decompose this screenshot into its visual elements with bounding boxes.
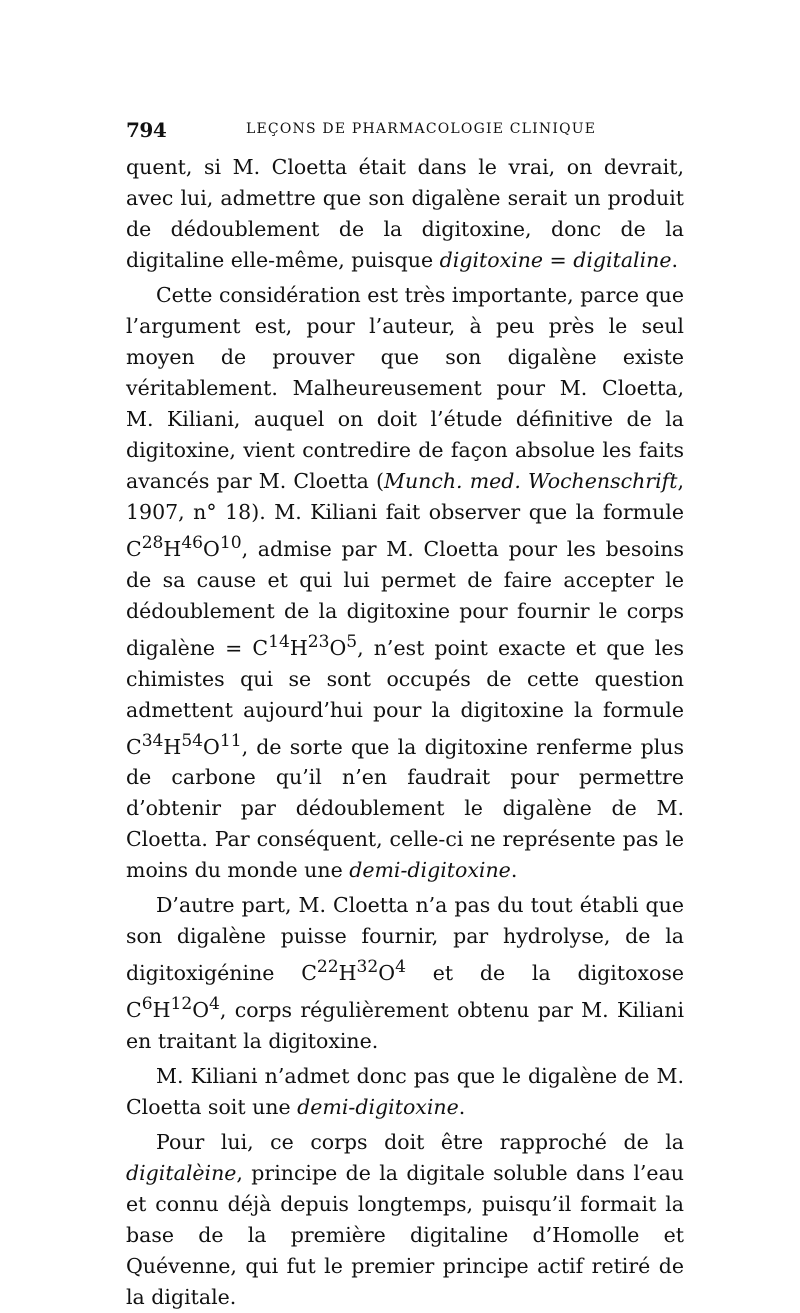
page-header [126, 118, 686, 142]
paragraph: M. Kiliani n’admet donc pas que le digalène de M. Cloetta soit une demi-digitoxine. [126, 1064, 684, 1120]
paragraph: D’autre part, M. Cloetta n’a pas du tout établi que son digalène puisse fournir, par hydrolyse, de la digitoxigénine $C^{22}H^{32}O^4$ et de la digitoxose $C^6H^{12}O^4$, corps régulièrement obtenu par M. Kiliani en traitant la digitoxine. [126, 893, 684, 1054]
body-text [126, 152, 684, 1313]
page-number: 794 [126, 118, 167, 142]
paragraph: Cette considération est très importante, parce que l’argument est, pour l’auteur, à peu près le seul moyen de prouver que son digalène existe véritablement. Malheureusement pour M. Cloetta, M. Kiliani, auquel on doit l’étude définitive de la digitoxine, vient contredire de façon absolue les faits avancés par M. Cloetta (Munch. med. Wochenschrift, 1907, n° 18). M. Kiliani fait observer que la formule $C^{28}H^{46}O^{10}$, admise par M. Cloetta pour les besoins de sa cause et qui lui permet de faire accepter le dédoublement de la digitoxine pour fournir le corps digalène = $C^{14}H^{23}O^5$, n’est point exacte et que les chimistes qui se sont occupés de cette question admettent aujourd’hui pour la digitoxine la formule $C^{34}H^{54}O^{11}$, de sorte que la digitoxine renferme plus de carbone qu’il n’en faudrait pour permettre d’obtenir par dédoublement le digalène de M. Cloetta. Par conséquent, celle-ci ne représente pas le moins du monde une demi-digitoxine. [126, 283, 684, 883]
paragraph: quent, si M. Cloetta était dans le vrai, on devrait, avec lui, admettre que son digalène serait un produit de dédoublement de la digitoxine, donc de la digitaline elle-même, puisque digitoxine = digitaline. [126, 155, 684, 272]
paragraph: Pour lui, ce corps doit être rapproché de la digitalèine, principe de la digitale soluble dans l’eau et connu déjà depuis longtemps, puisqu’il formait la base de la première digitaline d’Homolle et Quévenne, qui fut le premier principe actif retiré de la digitale. [126, 1130, 684, 1310]
running-title: LEÇONS DE PHARMACOLOGIE CLINIQUE [246, 121, 597, 137]
